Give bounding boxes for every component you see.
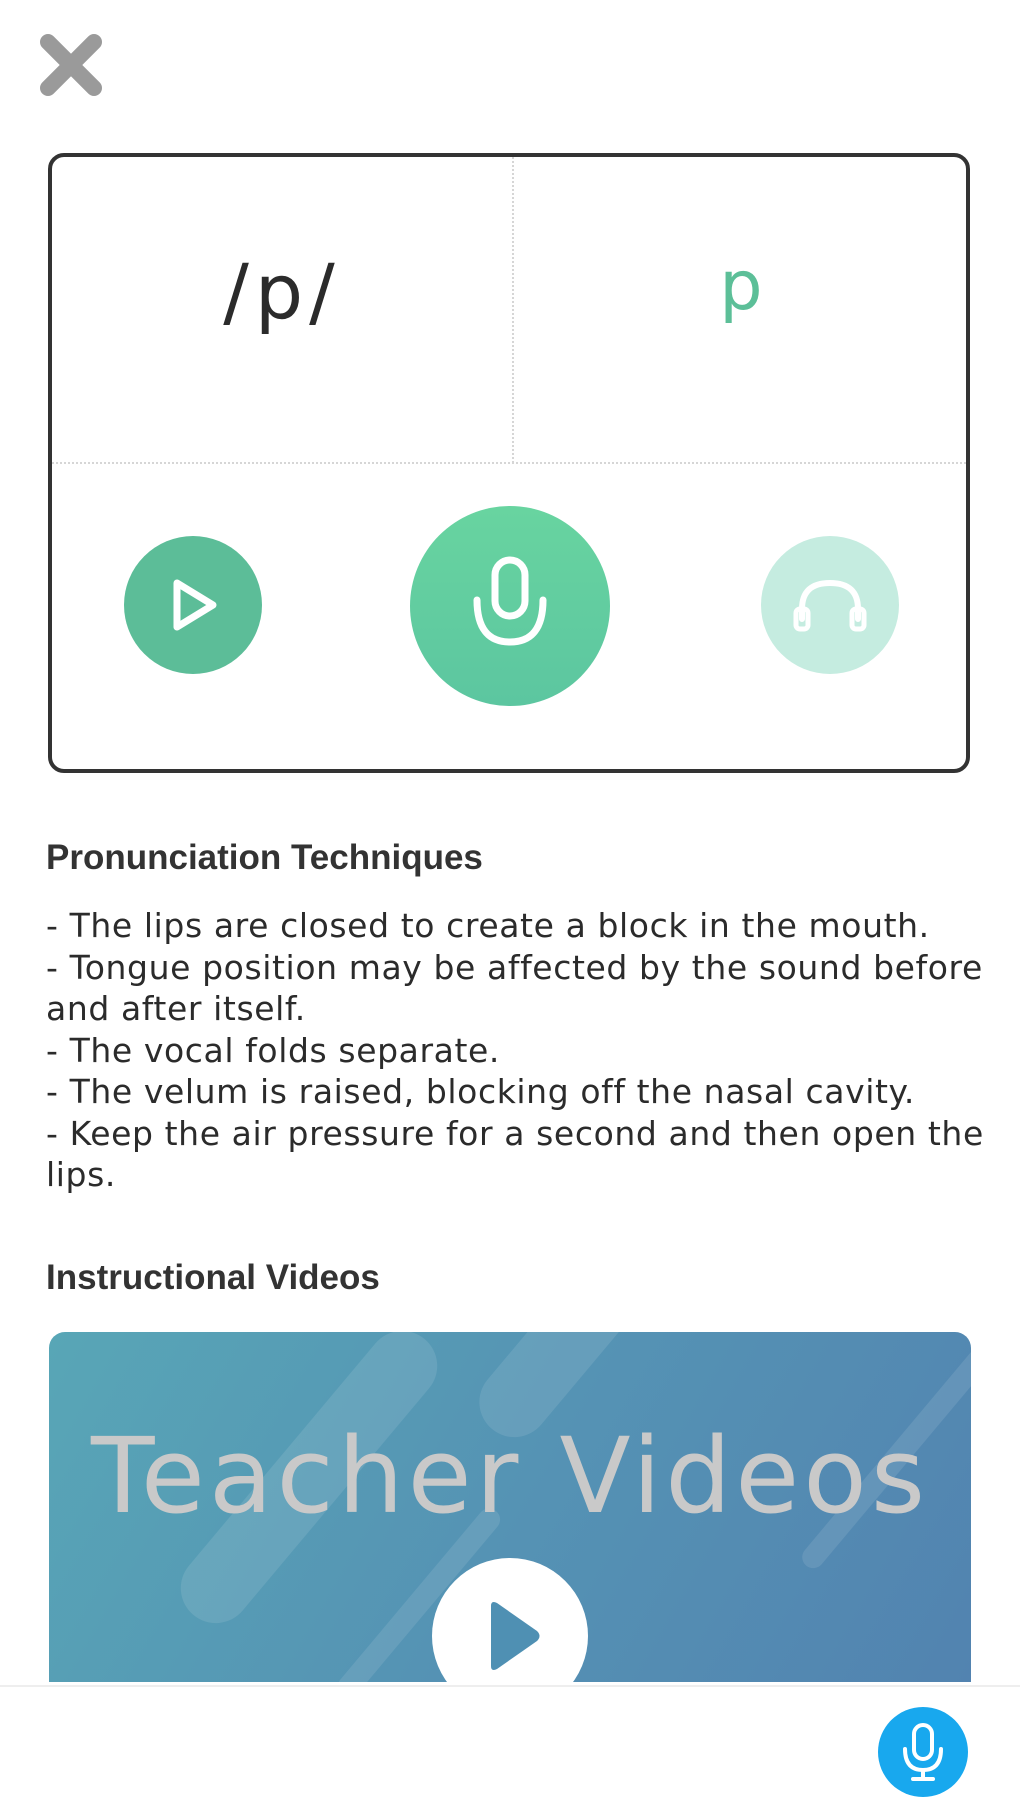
video-thumbnail-title: Teacher Videos [90,1415,930,1537]
bottom-bar [0,1685,1020,1813]
list-item: - Tongue position may be affected by the sound before and after itself. [46,947,983,1028]
play-sound-button[interactable] [124,536,262,674]
techniques-list [46,905,986,1196]
teacher-video-thumbnail[interactable] [49,1332,971,1682]
letter-spelling: p [719,247,763,326]
list-item: - The vocal folds separate. [46,1030,500,1070]
play-icon [163,575,223,635]
microphone-icon [465,556,555,656]
list-item: - The lips are closed to create a block in the mouth. [46,906,930,945]
close-icon [36,30,106,100]
techniques-heading: Pronunciation Techniques [46,838,483,877]
play-icon [475,1598,545,1674]
sound-card [48,153,970,773]
headphones-icon [790,575,870,635]
record-button[interactable] [410,506,610,706]
videos-heading: Instructional Videos [46,1258,380,1297]
list-item: - Keep the air pressure for a second and then open the lips. [46,1113,984,1194]
voice-input-button[interactable] [878,1707,968,1797]
phoneme-symbol: /p/ [223,247,341,336]
card-horizontal-divider [52,462,966,464]
close-button[interactable] [36,30,106,100]
list-item: - The velum is raised, blocking off the nasal cavity. [46,1072,916,1111]
microphone-icon [898,1722,948,1782]
listen-recording-button[interactable] [761,536,899,674]
